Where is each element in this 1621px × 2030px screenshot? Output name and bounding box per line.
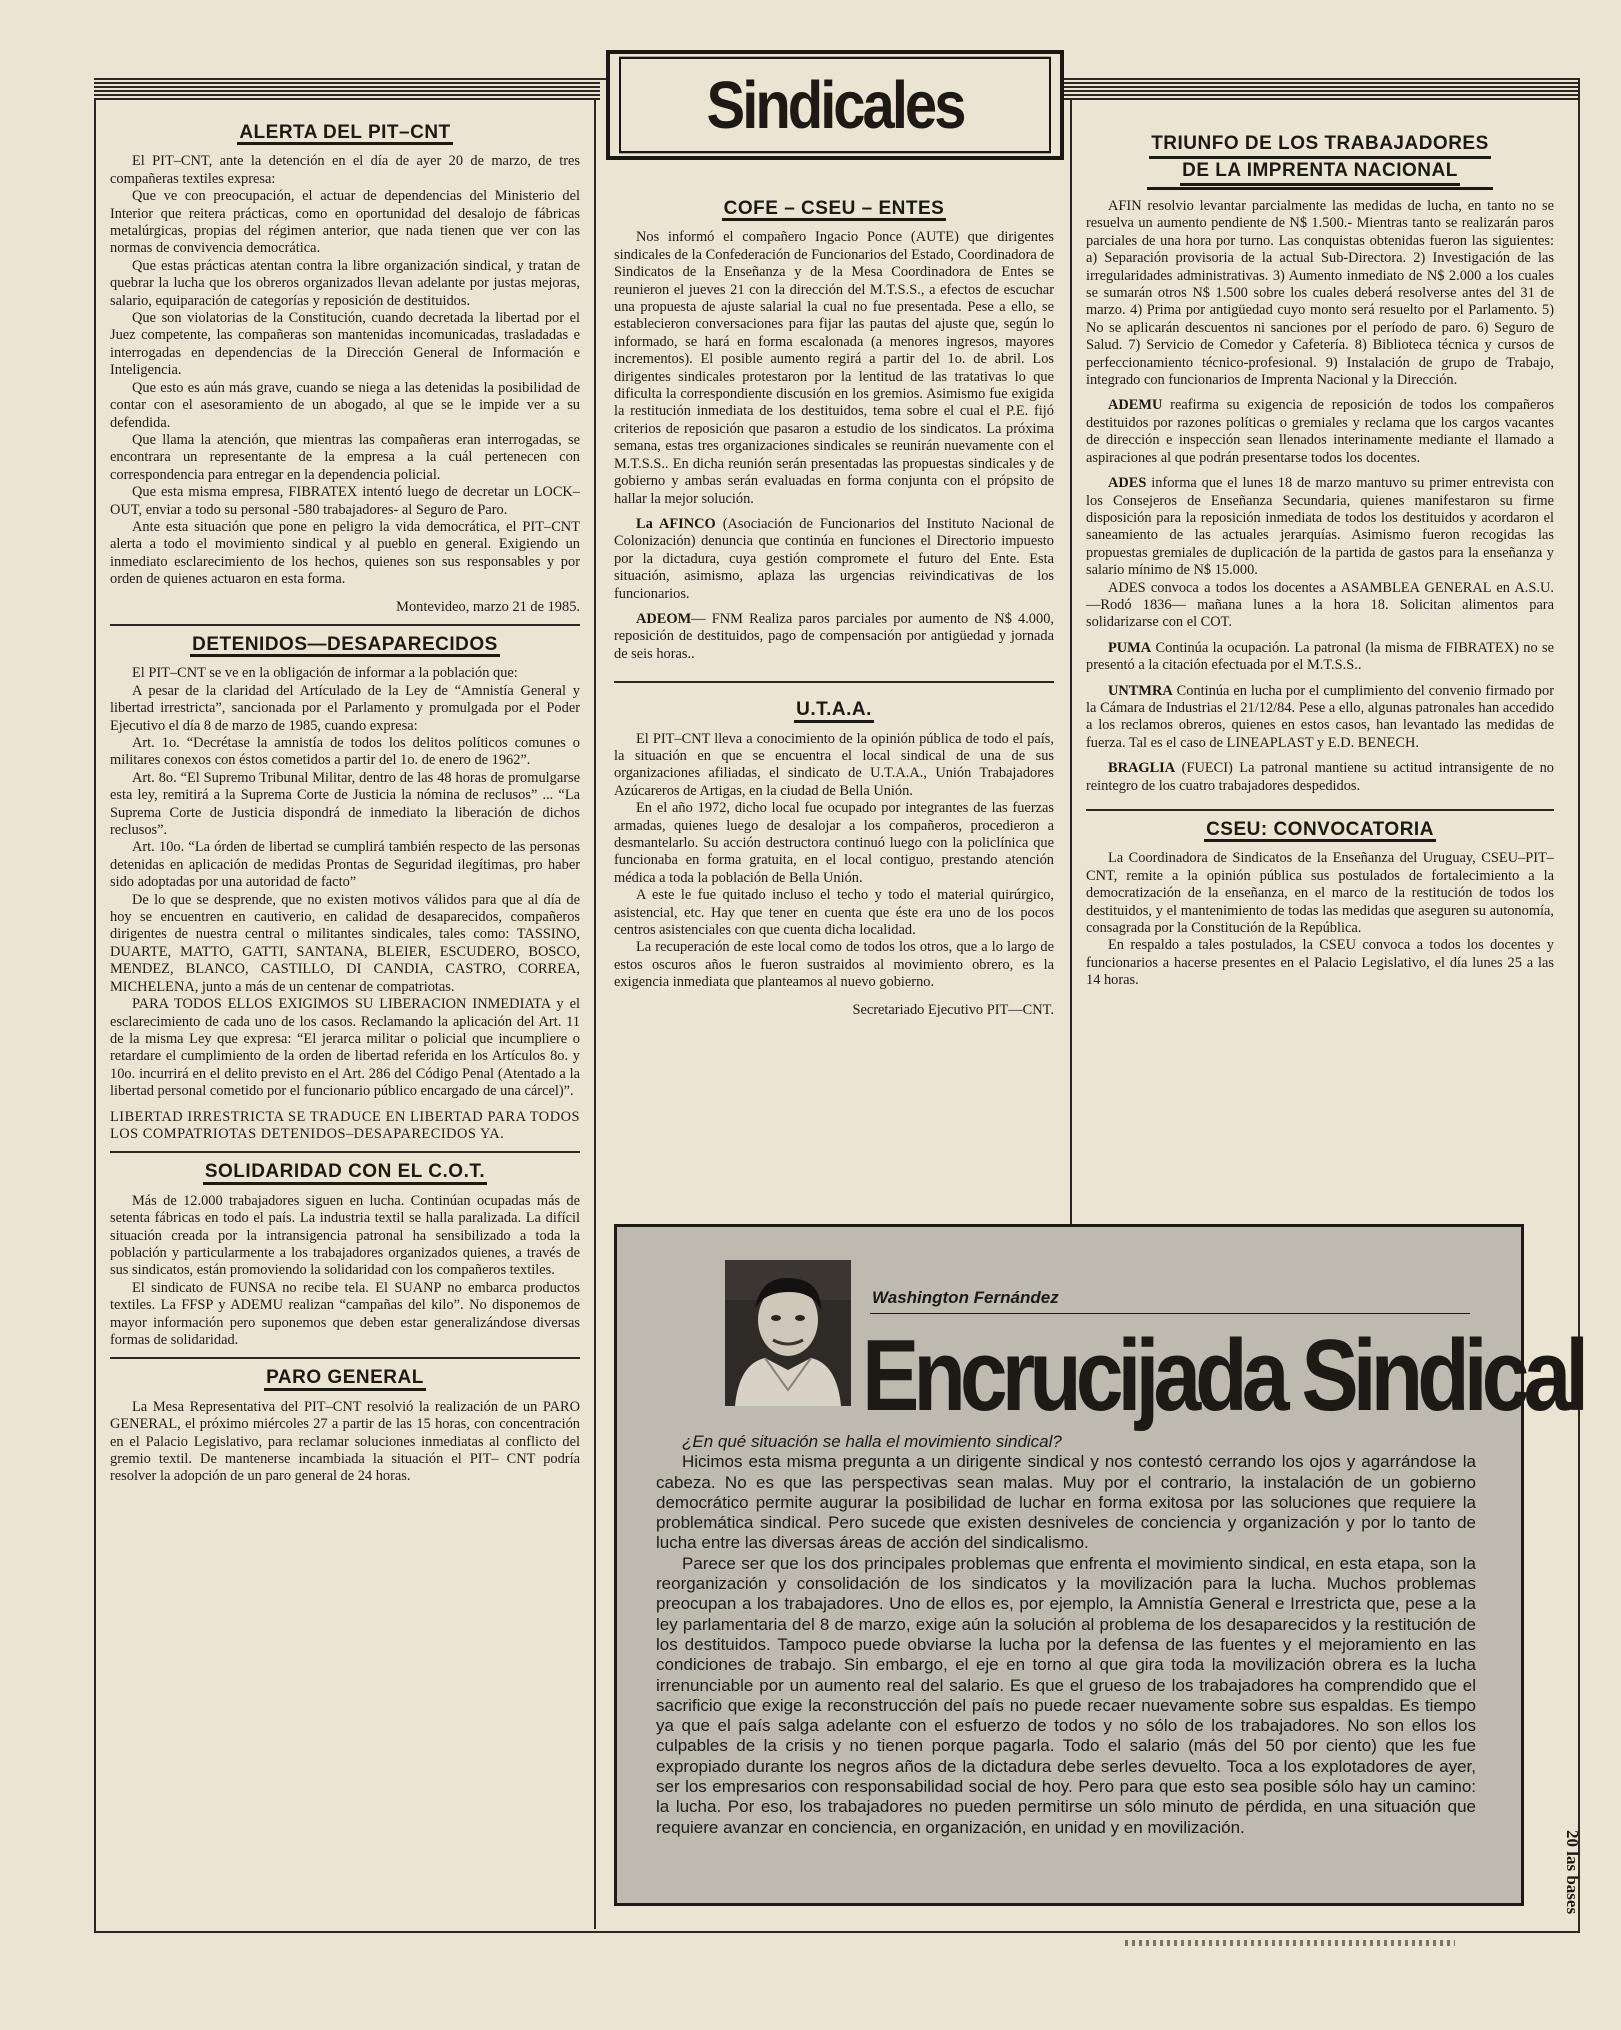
article-detenidos — [110, 633, 580, 1143]
paragraph: A este le fue quitado incluso el techo y todo el material quirúrgico, asistencial, etc. Hay que tener en cuenta que éste era uno de los pocos centros asistenciales con que cuenta dicha localidad. — [614, 887, 1054, 939]
closing-statement: LIBERTAD IRRESTRICTA SE TRADUCE EN LIBERTAD PARA TODOS LOS COMPATRIOTAS DETENIDOS–DESAPARECIDOS YA. — [110, 1108, 580, 1142]
section-rule — [614, 681, 1054, 683]
paragraph: Que son violatorias de la Constitución, cuando decretada la libertad por el Juez competente, las compañeras son mantenidas incomunicadas, trasladadas e interrogadas en dependencias de la Dirección General de Información e Inteligencia. — [110, 310, 580, 379]
article-utaa — [614, 701, 1054, 1019]
union-name: ADES — [1108, 475, 1147, 492]
article-title: ALERTA DEL PIT–CNT — [237, 124, 452, 145]
paragraph: En respaldo a tales postulados, la CSEU convoca a todos los docentes y funcionarios a hacerse presentes en el Palacio Legislativo, el día lunes 25 a las 14 horas. — [1086, 937, 1554, 989]
section-title: Sindicales — [619, 57, 1051, 154]
article-title: DETENIDOS—DESAPARECIDOS — [190, 636, 500, 657]
paragraph: Que esta misma empresa, FIBRATEX intentó luego de decretar un LOCK–OUT, enviar a todo su personal -580 trabajadores- al Seguro de Paro. — [110, 484, 580, 518]
paragraph: ADES informa que el lunes 18 de marzo mantuvo su primer entrevista con los Consejeros de Enseñanza Secundaria, quienes manifestaron su firme disposición para la reposición inmediata de todos los destituidos y acordaron el saneamiento de las actuales jerarquías. Asimismo fueron recogidas las propuestas gremiales de duplicación de la partida de gastos para la enseñanza y salario mínimo de N$ 15.000. — [1086, 475, 1554, 579]
paragraph: El PIT–CNT se ve en la obligación de informar a la población que: — [132, 665, 518, 682]
column-divider-2 — [1070, 100, 1072, 1224]
paragraph: ADEMU reafirma su exigencia de reposición de todos los compañeros destituidos por razones políticas o gremiales y reclama que los cargos vacantes de dirección e inspección sean llenados interinamente mediante el llamado a aspiraciones al que podrán presentarse todos los docentes. — [1086, 397, 1554, 466]
article-title: COFE – CSEU – ENTES — [722, 200, 947, 221]
column-3 — [1086, 132, 1554, 990]
column-divider-1 — [594, 100, 596, 1929]
paragraph: PUMA Continúa la ocupación. La patronal (la misma de FIBRATEX) no se presentó a la citación efectuada por el M.T.S.S.. — [1086, 639, 1554, 674]
feature-title: Encrucijada Sindical — [862, 1319, 1584, 1433]
article-cofe-cseu-entes — [614, 200, 1054, 663]
column-1 — [110, 124, 580, 1486]
feature-question: ¿En qué situación se halla el movimiento sindical? — [682, 1432, 1062, 1451]
paragraph: Art. 1o. “Decrétase la amnistía de todos los delitos políticos comunes o militares conexos con éstos cometidos a partir del 1o. de enero de 1962”. — [110, 735, 580, 769]
paragraph: ADES convoca a todos los docentes a ASAMBLEA GENERAL en A.S.U. —Rodó 1836— mañana lunes a la hora 18. Solicitan alimentos para solidarizarse con el COT. — [1086, 579, 1554, 631]
article-imprenta-nacional — [1086, 132, 1554, 795]
union-name: UNTMRA — [1108, 682, 1173, 699]
article-alerta — [110, 124, 580, 616]
article-solidaridad — [110, 1163, 580, 1349]
paragraph: Art. 10o. “La órden de libertad se cumplirá también respecto de las personas detenidas en aplicación de medidas Prontas de Seguridad ilegítimas, pro haber sido adoptadas por una autoridad de facto” — [110, 839, 580, 891]
paragraph: Parece ser que los dos principales problemas que enfrenta el movimiento sindical, en esta etapa, son la reorganización y consolidación de los sindicatos y la movilización para la lucha. Muchos problemas preocupan a los trabajadores. Uno de ellos es, por ejemplo, la Amnistía General e Irrestricta que, pese a la ley parlamentaria del 8 de marzo, exige aún la solución al problema de los desaparecidos y la restitución de los destituidos. Tampoco puede obviarse la lucha por la defensa de las fuentes y el mejoramiento en las condiciones de trabajo. Sin embargo, el eje en torno al que gira toda la movilización obrera es la lucha irrenunciable por un aumento real del salario. Es que el grueso de los trabajadores ha comprendido que el sacrificio que exige la reconstrucción del país no puede recaer nuevamente sobre sus espaldas. Es tiempo ya que el país salga adelante con el esfuerzo de todos y no sólo de los trabajadores. No son ellos los culpables de la crisis y no tienen porque pagarla. Todo el salario (más del 50 por ciento) que les fue expropiado durante los negros años de la dictadura debe serles devuelto. Toca a los explotadores de ayer, ser los empresarios con responsabilidad social de hoy. Pero para que esto sea posible sólo hay un camino: la lucha. Por eso, los trabajadores no pueden permitirse un sólo minuto de pérdida, en una situación que requiere avanzar en conciencia, en organización, en unidad y en movilización. — [656, 1553, 1476, 1837]
masthead-hatch-right — [1062, 78, 1578, 100]
paragraph: Hicimos esta misma pregunta a un dirigente sindical y nos contestó cerrando los ojos y agarrándose la cabeza. No es que las perspectivas sean malas. Muy por el contrario, la instalación de un gobierno democrático permite augurar la posibilidad de luchar en forma exitosa por las soluciones que requiere la problemática sindical. Pero sucede que existen desniveles de conciencia y organización y por lo tanto de lucha entre las diversas áreas de acción del sindicalismo. — [656, 1452, 1476, 1553]
paragraph: Nos informó el compañero Ingacio Ponce (AUTE) que dirigentes sindicales de la Confederación de Funcionarios del Estado, Coordinadora de Sindicatos de la Enseñanza y de la Mesa Coordinadora de Entes se reunieron el jueves 21 con la dirección del M.T.S.S., a efectos de escuchar una propuesta de ajuste salarial la cual no fue presentada. Pese a ello, se establecieron conversaciones para fijar las pautas del ajuste que, según lo informado, se hará en forma escalonada (a menores ingresos, mayores incrementos). El posible aumento regirá a partir del 1o. de abril. Los dirigentes sindicales protestaron por la lentitud de las tratativas lo que dificulta la correspondiente discusión en los gremios. Asimismo fue exigida la restitución inmediata de los destituidos, tema sobre el cual el P.E. fijó criterios de reposición que pasaron a estudio de los sindicatos. La próxima semana, estas tres organizaciones sindicales se reunirán nuevamente con el M.T.S.S.. En dicha reunión serán presentadas las propuestas sindicales y de gobierno y ambas serán evaluadas en forma conjunta con el própsito de hallar la mejor solución. — [614, 229, 1054, 507]
union-name: BRAGLIA — [1108, 760, 1176, 777]
author-photo — [725, 1260, 851, 1406]
paragraph: ADEOM— FNM Realiza paros parciales por aumento de N$ 4.000, reposición de destituidos, pago de compensación por antigüedad y jornada de seis horas.. — [614, 610, 1054, 662]
union-name: La AFINCO — [636, 515, 716, 532]
paragraph: El PIT–CNT, ante la detención en el día de ayer 20 de marzo, de tres compañeras textiles expresa: — [110, 153, 580, 187]
section-rule — [1086, 809, 1554, 811]
paragraph: El sindicato de FUNSA no recibe tela. El SUANP no embarca productos textiles. La FFSP y ADEMU realizan “campañas del kilo”. No disponemos de mayor información pero suponemos que deben estar generalizándose diversas formas de solidaridad. — [110, 1279, 580, 1348]
paragraph: El PIT–CNT lleva a conocimiento de la opinión pública de todo el país, la situación en que se encuentra el local sindical de una de sus organizaciones afiliadas, el sindicato de U.T.A.A., Unión Trabajadores Azúcareros de Artigas, en la ciudad de Bella Unión. — [614, 730, 1054, 799]
union-name: ADEOM — [636, 610, 692, 627]
paragraph: Art. 8o. “El Supremo Tribunal Militar, dentro de las 48 horas de promulgarse esta ley, remitirá a la Suprema Corte de Justicia la nómina de reclusos” ... “La Suprema Corte de Justicia dispondrá de inmediato la liberación de dichos reclusos”. — [110, 769, 580, 839]
section-masthead — [606, 50, 1064, 160]
article-title: PARO GENERAL — [264, 1369, 426, 1390]
paragraph: La Coordinadora de Sindicatos de la Enseñanza del Uruguay, CSEU–PIT–CNT, remite a la opinión pública sus postulados de fortalecimiento a la democratización de la enseñanza, en el marco de la restitución de todos los destituidos, y el mantenimiento de todas las medidas que aseguren su autonomía, consagrada por la Constitución de la República. — [1086, 850, 1554, 937]
paragraph: Que esto es aún más grave, cuando se niega a las detenidas la posibilidad de contar con el asesoramiento de un abogado, al que se le impide ver a su defendida. — [110, 379, 580, 431]
paragraph: UNTMRA Continúa en lucha por el cumplimiento del convenio firmado por la Cámara de Industrias el 21/12/84. Pese a ello, algunas patronales han accedido a los reclamos obreros, quienes en estos casos, han levantado las medidas de fuerza. Tal es el caso de LINEAPLAST y E.D. BENECH. — [1086, 682, 1554, 751]
section-rule — [110, 624, 580, 626]
union-name: PUMA — [1108, 639, 1152, 656]
decorative-dots — [1125, 1940, 1455, 1946]
union-name: ADEMU — [1108, 397, 1163, 414]
article-title: SOLIDARIDAD CON EL C.O.T. — [203, 1163, 487, 1184]
paragraph: PARA TODOS ELLOS EXIGIMOS SU LIBERACION INMEDIATA y el esclarecimiento de cada uno de los casos. Reclamando la aplicación del Art. 11 de la misma Ley que expresa: “El jerarca militar o policial que incumpliere o retardare el cumplimiento de la orden de libertad referida en los Artículos 8o. y 10o. incurrirá en el delito previsto en el Art. 286 del Código Penal (Atentado a la libertad personal cometido por el funcionario público encargado de una cárcel)”. — [110, 996, 580, 1100]
article-title: U.T.A.A. — [794, 701, 874, 722]
paragraph: A pesar de la claridad del Artículado de la Ley de “Amnistía General y libertad irrestricta”, sancionada por el Parlamento y promulgada por el Poder Ejecutivo el día 8 de marzo de 1985, cuando expresa: — [110, 682, 580, 734]
dateline: Montevideo, marzo 21 de 1985. — [396, 598, 580, 615]
paragraph: BRAGLIA (FUECI) La patronal mantiene su actitud intransigente de no reintegro de los cuatro trabajadores despedidos. — [1086, 760, 1554, 794]
paragraph: Que estas prácticas atentan contra la libre organización sindical, y tratan de quebrar la lucha que los obreros organizados llevan adelante por justas mejoras, salario, equiparación de categorías y reposición de destituidos. — [110, 257, 580, 309]
paragraph: AFIN resolvio levantar parcialmente las medidas de lucha, en tanto no se resuelva un aumento pendiente de N$ 1.500.- Mientras tanto se realizarán paros parciales de una hora por turno. Las conquistas obtenidas fueron las siguientes: a) Separación provisoria de la actual Sub-Directora. 2) Investigación de las irregularidades administrativas. 3) Aumento inmediato de N$ 2.000 a los cuales se sumarán otros N$ 1.500 sobre los cuales deberá resolverse antes del 31 de marzo. 4) Prima por antigüedad cuyo monto será resuelto por el Parlamento. 5) No se aplicarán descuentos ni sanciones por el período de paro. 6) Seguro de Salud. 7) Servicio de Comedor y Cafetería. 8) Biblioteca técnica y cursos de perfeccionamiento técnico-profesional. 9) Instalación de grupo de Trabajo, integrado con funcionarios de Imprenta Nacional y la Dirección. — [1086, 198, 1554, 389]
portrait-image — [725, 1260, 851, 1406]
page-number: 20 las bases — [1563, 1830, 1582, 1915]
article-cseu-convocatoria — [1086, 821, 1554, 990]
paragraph: La recuperación de este local como de todos los otros, que a lo largo de estos oscuros años le fueron sustraidos al movimiento obrero, es la exigencia inmediata que planteamos al nuevo gobierno. — [614, 939, 1054, 991]
paragraph: La AFINCO (Asociación de Funcionarios del Instituto Nacional de Colonización) denuncia que continúa en funciones el Directorio impuesto por la dictadura, cuya gestión compromete el futuro del Ente. Esta situación, asimismo, aplaza las urgencias reivindicativas de los funcionarios. — [614, 515, 1054, 602]
author-byline: Washington Fernández — [872, 1288, 1059, 1307]
section-rule — [110, 1357, 580, 1359]
paragraph: La Mesa Representativa del PIT–CNT resolvió la realización de un PARO GENERAL, el próximo miércoles 27 a partir de las 15 horas, con concentración en el Palacio Legislativo, para reclamar soluciones inmediatas al conflicto del gremio textil. De mantenerse incambiada la situación el PIT– CNT podría resolver la adopción de un paro general de 24 horas. — [110, 1398, 580, 1485]
signature: Secretariado Ejecutivo PIT—CNT. — [852, 1001, 1054, 1018]
paragraph: De lo que se desprende, que no existen motivos válidos para que al día de hoy se encuentren en cautiverio, en calidad de desaparecidos, compañeros dirigentes de nuestra central o militantes sindicales, tales como: TASSINO, DUARTE, MATTO, GATTI, SANTANA, BLEIER, ESCUDERO, BOSCO, MENDEZ, BLANCO, CASTILLO, DI CANDIA, CASTRO, CORREA, MICHELENA, junto a más de un centenar de compatriotas. — [110, 891, 580, 995]
feature-body — [656, 1432, 1476, 1838]
paragraph: Que llama la atención, que mientras las compañeras eran interrogadas, se encontrara un representante de la empresa a la cuál pertenecen con correspondencia para entregar en la dependencia policial. — [110, 431, 580, 483]
article-title: TRIUNFO DE LOS TRABAJADORES DE LA IMPRENTA NACIONAL — [1147, 132, 1493, 190]
section-rule — [110, 1151, 580, 1153]
paragraph: Más de 12.000 trabajadores siguen en lucha. Continúan ocupadas más de setenta fábricas en todo el país. La industria textil se halla paralizada. La difícil situación creada por la intransigencia patronal ha sensibilizado a toda la población y particularmente a los trabajadores organizados quienes, a través de sus sindicatos, están promoviendo la solidaridad con los compañeros textiles. — [110, 1192, 580, 1279]
article-title: CSEU: CONVOCATORIA — [1204, 821, 1436, 842]
masthead-hatch-left — [94, 78, 600, 100]
column-2 — [614, 200, 1054, 1019]
article-paro-general — [110, 1369, 580, 1485]
byline-rule — [870, 1313, 1470, 1314]
paragraph: Ante esta situación que pone en peligro la vida democrática, el PIT–CNT alerta a todo el movimiento sindical y al pueblo en general. Exigiendo un inmediato esclarecimiento de los hechos, quienes son sus responsables y por orden de quienes actuaron en esta forma. — [110, 518, 580, 588]
paragraph: Que ve con preocupación, el actuar de dependencias del Ministerio del Interior que reitera prácticas, como en oportunidad del desalojo de fábricas metalúrgicas, propias del régimen anterior, que nada tienen que ver con las normas de convivencia democrática. — [110, 188, 580, 257]
paragraph: En el año 1972, dicho local fue ocupado por integrantes de las fuerzas armadas, quienes luego de desalojar a los compañeros, procedieron a desmantelarlo. Su acción destructora continuó luego con la policlínica que funcionaba en forma gratuita, en el local contiguo, prestando atención médica a toda la población de Bella Unión. — [614, 800, 1054, 886]
